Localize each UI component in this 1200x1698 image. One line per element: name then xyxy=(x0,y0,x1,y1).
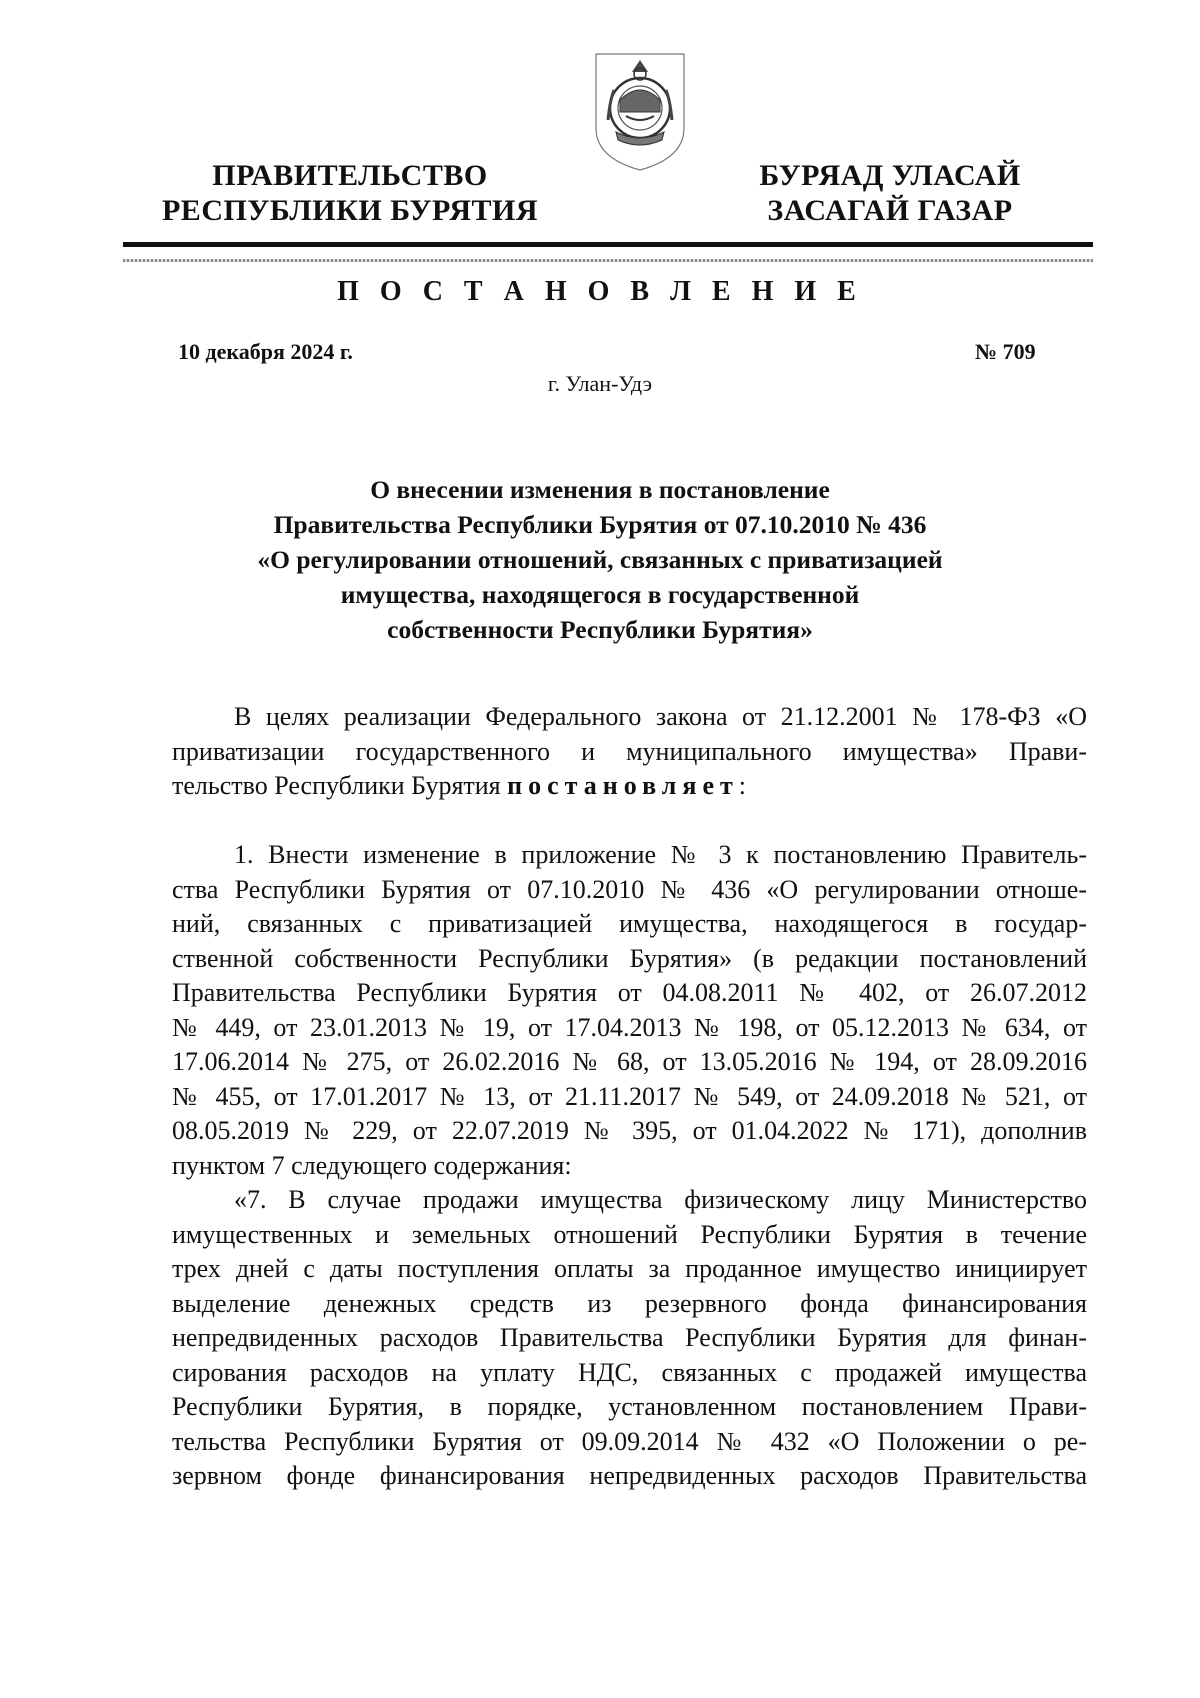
government-name-russian xyxy=(150,158,550,228)
government-name-line: БУРЯАД УЛАСАЙ xyxy=(759,159,1021,192)
title-line: имущества, находящегося в государственной xyxy=(340,580,860,609)
document-body xyxy=(172,700,1087,1494)
paragraph-gap xyxy=(172,804,1087,839)
header-divider-thin xyxy=(123,259,1093,262)
government-name-line: РЕСПУБЛИКИ БУРЯТИЯ xyxy=(161,194,539,227)
government-name-line: ЗАСАГАЙ ГАЗАР xyxy=(767,194,1013,227)
government-name-buryat xyxy=(730,158,1050,228)
clause-7-line: «7. В случае продажи имущества физическому лицу Министерство xyxy=(234,1185,1087,1214)
clause-1-line: ственной собственности Республики Бурятия» (в редакции постановлений xyxy=(172,943,1087,973)
clause-7-line: непредвиденных расходов Правительства Республики Бурятия для финан- xyxy=(172,1323,1087,1352)
preamble-line: приватизации государственного и муниципального имущества» Прави- xyxy=(172,736,1087,766)
clause-7-line: трех дней с даты поступления оплаты за проданное имущество инициирует xyxy=(172,1254,1087,1283)
resolution-verb: постановляет xyxy=(507,771,739,800)
clause-1-line: № 449, от 23.01.2013 № 19, от 17.04.2013 № 198, от 05.12.2013 № 634, от xyxy=(172,1012,1087,1042)
document-date: 10 декабря 2024 г. xyxy=(178,339,353,364)
government-name-line: ПРАВИТЕЛЬСТВО xyxy=(212,159,488,192)
title-line: О внесении изменения в постановление xyxy=(370,475,830,504)
clause-1-line: 1. Внести изменение в приложение № 3 к постановлению Правитель- xyxy=(234,840,1087,869)
clause-1-line: 17.06.2014 № 275, от 26.02.2016 № 68, от 13.05.2016 № 194, от 28.09.2016 xyxy=(172,1047,1087,1076)
coat-of-arms-icon xyxy=(590,50,690,174)
clause-7-line: Республики Бурятия, в порядке, установленном постановлением Прави- xyxy=(172,1392,1087,1421)
title-line: Правительства Республики Бурятия от 07.10.2010 № 436 xyxy=(273,510,927,539)
clause-1-line: Правительства Республики Бурятия от 04.08.2011 № 402, от 26.07.2012 xyxy=(172,978,1087,1007)
preamble-text: тельство Республики Бурятия xyxy=(172,771,508,800)
clause-7-line: зервном фонде финансирования непредвиденных расходов Правительства xyxy=(172,1461,1087,1490)
clause-1-line: № 455, от 17.01.2017 № 13, от 21.11.2017 № 549, от 24.09.2018 № 521, от xyxy=(172,1081,1087,1111)
clause-7-line: имущественных и земельных отношений Республики Бурятия в течение xyxy=(172,1219,1087,1249)
clause-7-line: тельства Республики Бурятия от 09.09.2014 № 432 «О Положении о ре- xyxy=(172,1426,1087,1456)
document-city: г. Улан-Удэ xyxy=(547,371,653,396)
preamble-text: : xyxy=(738,771,746,800)
clause-7-line: сирования расходов на уплату НДС, связанных с продажей имущества xyxy=(172,1357,1087,1387)
clause-1-line: пунктом 7 следующего содержания: xyxy=(172,1150,572,1180)
title-line: собственности Республики Бурятия» xyxy=(387,615,813,644)
document-title xyxy=(200,472,1000,647)
title-line: «О регулировании отношений, связанных с приватизацией xyxy=(257,545,943,574)
header-divider xyxy=(123,242,1093,247)
clause-1-line: ства Республики Бурятия от 07.10.2010 № 436 «О регулировании отноше- xyxy=(172,874,1087,904)
clause-1-line: 08.05.2019 № 229, от 22.07.2019 № 395, от 01.04.2022 № 171), дополнив xyxy=(172,1116,1087,1145)
document-type: П О С Т А Н О В Л Е Н И Е xyxy=(337,276,863,307)
clause-7-line: выделение денежных средств из резервного фонда финансирования xyxy=(172,1288,1087,1318)
preamble-line: В целях реализации Федерального закона от 21.12.2001 № 178-ФЗ «О xyxy=(234,702,1087,731)
clause-1-line: ний, связанных с приватизацией имущества, находящегося в государ- xyxy=(172,909,1087,938)
preamble-line xyxy=(172,769,1087,804)
document-number: № 709 xyxy=(975,339,1036,364)
